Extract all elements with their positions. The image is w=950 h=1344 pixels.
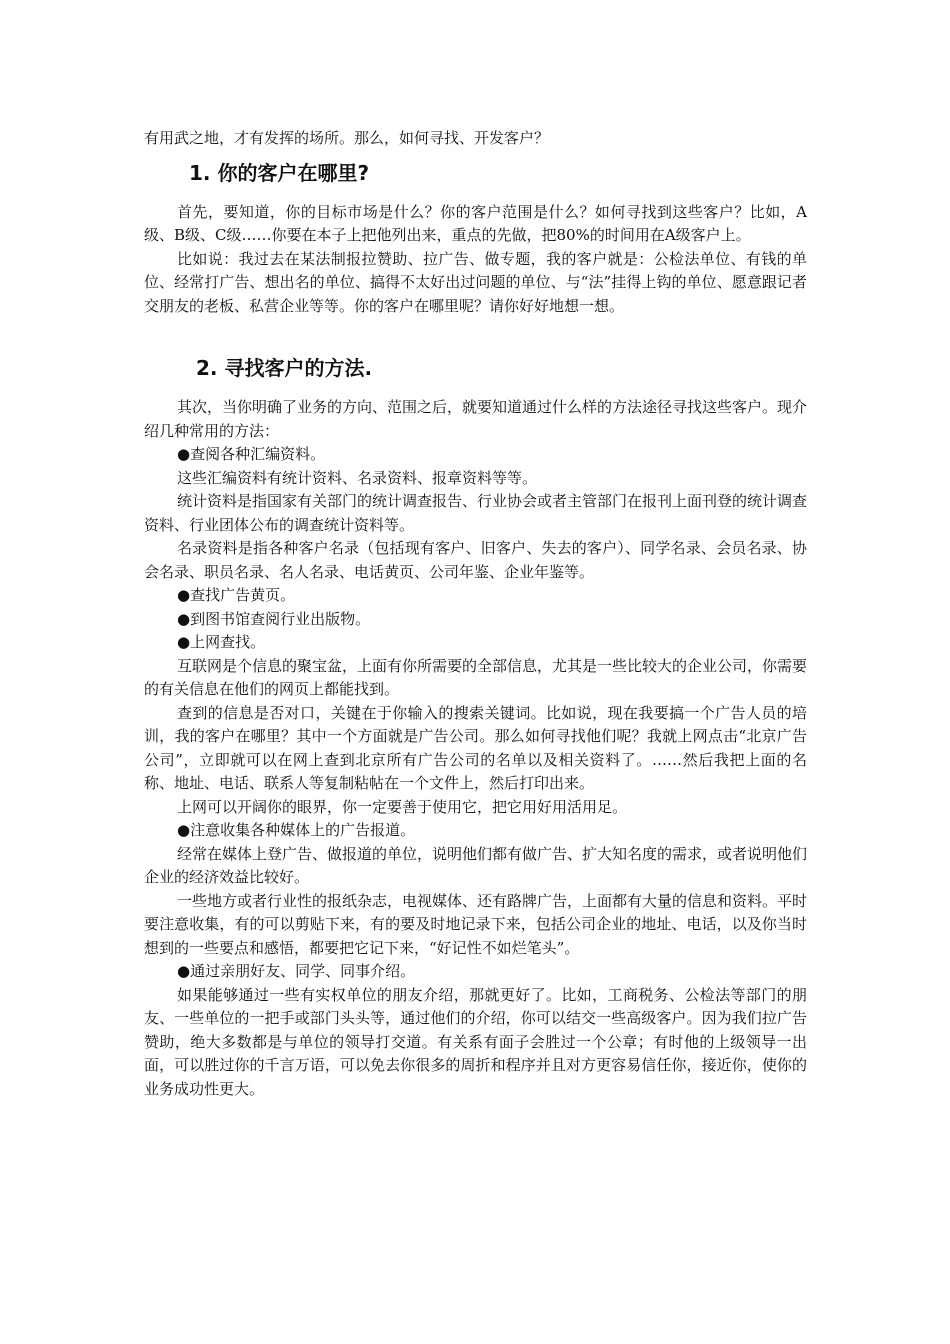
paragraph-directory-data: 名录资料是指各种客户名录（包括现有客户、旧客户、失去的客户）、同学名录、会员名录、协会名录、职员名录、名人名录、电话黄页、公司年鉴、企业年鉴等。 — [144, 539, 807, 581]
section-heading-2: 2. 寻找客户的方法. — [196, 356, 373, 380]
paragraph-media-units: 经常在媒体上登广告、做报道的单位，说明他们都有做广告、扩大知名度的需求，或者说明他们企业的经济效益比较好。 — [144, 844, 808, 886]
bullet-referrals: ●通过亲朋好友、同学、同事介绍。 — [177, 962, 416, 980]
paragraph-internet-treasure: 互联网是个信息的聚宝盆，上面有你所需要的全部信息，尤其是一些比较大的企业公司，你需要的有关信息在他们的网页上都能找到。 — [144, 656, 808, 698]
bullet-media-ads: ●注意收集各种媒体上的广告报道。 — [177, 821, 416, 839]
paragraph-search-keywords: 查到的信息是否对口，关键在于你输入的搜索关键词。比如说，现在我要搞一个广告人员的培训，我的客户在哪里？其中一个方面就是广告公司。那么如何寻找他们呢？我就上网点击“北京广告公司”，立即就可以在网上查到北京所有广告公司的名单以及相关资料了。……然后我把上面的名称、地址、电话、联系人等复制粘帖在一个文件上，然后打印出来。 — [144, 703, 807, 792]
document-page — [144, 0, 807, 1101]
bullet-internet: ●上网查找。 — [177, 633, 266, 651]
bullet-library: ●到图书馆查阅行业出版物。 — [177, 609, 371, 628]
paragraph-internet-horizon: 上网可以开阔你的眼界，你一定要善于使用它，把它用好用活用足。 — [177, 797, 628, 816]
paragraph-1: 首先，要知道，你的目标市场是什么？你的客户范围是什么？如何寻找到这些客户？比如，A级、B级、C级……你要在本子上把他列出来，重点的先做，把80%的时间用在A级客户上。 — [144, 202, 807, 244]
paragraph-media-collect: 一些地方或者行业性的报纸杂志，电视媒体、还有路牌广告，上面都有大量的信息和资料。平时要注意收集，有的可以剪贴下来，有的要及时地记录下来，包括公司企业的地址、电话，以及你当时想到的一些要点和感悟，都要把它记下来，“好记性不如烂笔头”。 — [144, 891, 808, 957]
paragraph-statistical-data: 统计资料是指国家有关部门的统计调查报告、行业协会或者主管部门在报刊上面刊登的统计调查资料、行业团体公布的调查统计资料等。 — [144, 492, 808, 534]
paragraph-2: 比如说：我过去在某法制报拉赞助、拉广告、做专题，我的客户就是：公检法单位、有钱的单位、经常打广告、想出名的单位、搞得不太好出过问题的单位、与“法”挂得上钩的单位、愿意跟记者交朋友的老板、私营企业等等。你的客户在哪里呢？请你好好地想一想。 — [144, 249, 807, 315]
section-heading-1: 1. 你的客户在哪里? — [189, 160, 370, 185]
bullet-compiled-data: ●查阅各种汇编资料。 — [177, 445, 326, 463]
paragraph-referrals: 如果能够通过一些有实权单位的朋友介绍，那就更好了。比如，工商税务、公检法等部门的朋友、一些单位的一把手或部门头头等，通过他们的介绍，你可以结交一些高级客户。因为我们拉广告赞助，绝大多数都是与单位的领导打交道。有关系有面子会胜过一个公章；有时他的上级领导一出面，可以胜过你的千言万语，可以免去你很多的周折和程序并且对方更容易信任你，接近你，使你的业务成功性更大。 — [144, 985, 807, 1098]
paragraph-compiled-data-types: 这些汇编资料有统计资料、名录资料、报章资料等等。 — [177, 468, 538, 487]
intro-line: 有用武之地，才有发挥的场所。那么，如何寻找、开发客户？ — [144, 129, 550, 147]
bullet-yellow-pages: ●查找广告黄页。 — [177, 586, 296, 604]
paragraph-methods-intro: 其次，当你明确了业务的方向、范围之后，就要知道通过什么样的方法途径寻找这些客户。现介绍几种常用的方法： — [144, 398, 808, 440]
